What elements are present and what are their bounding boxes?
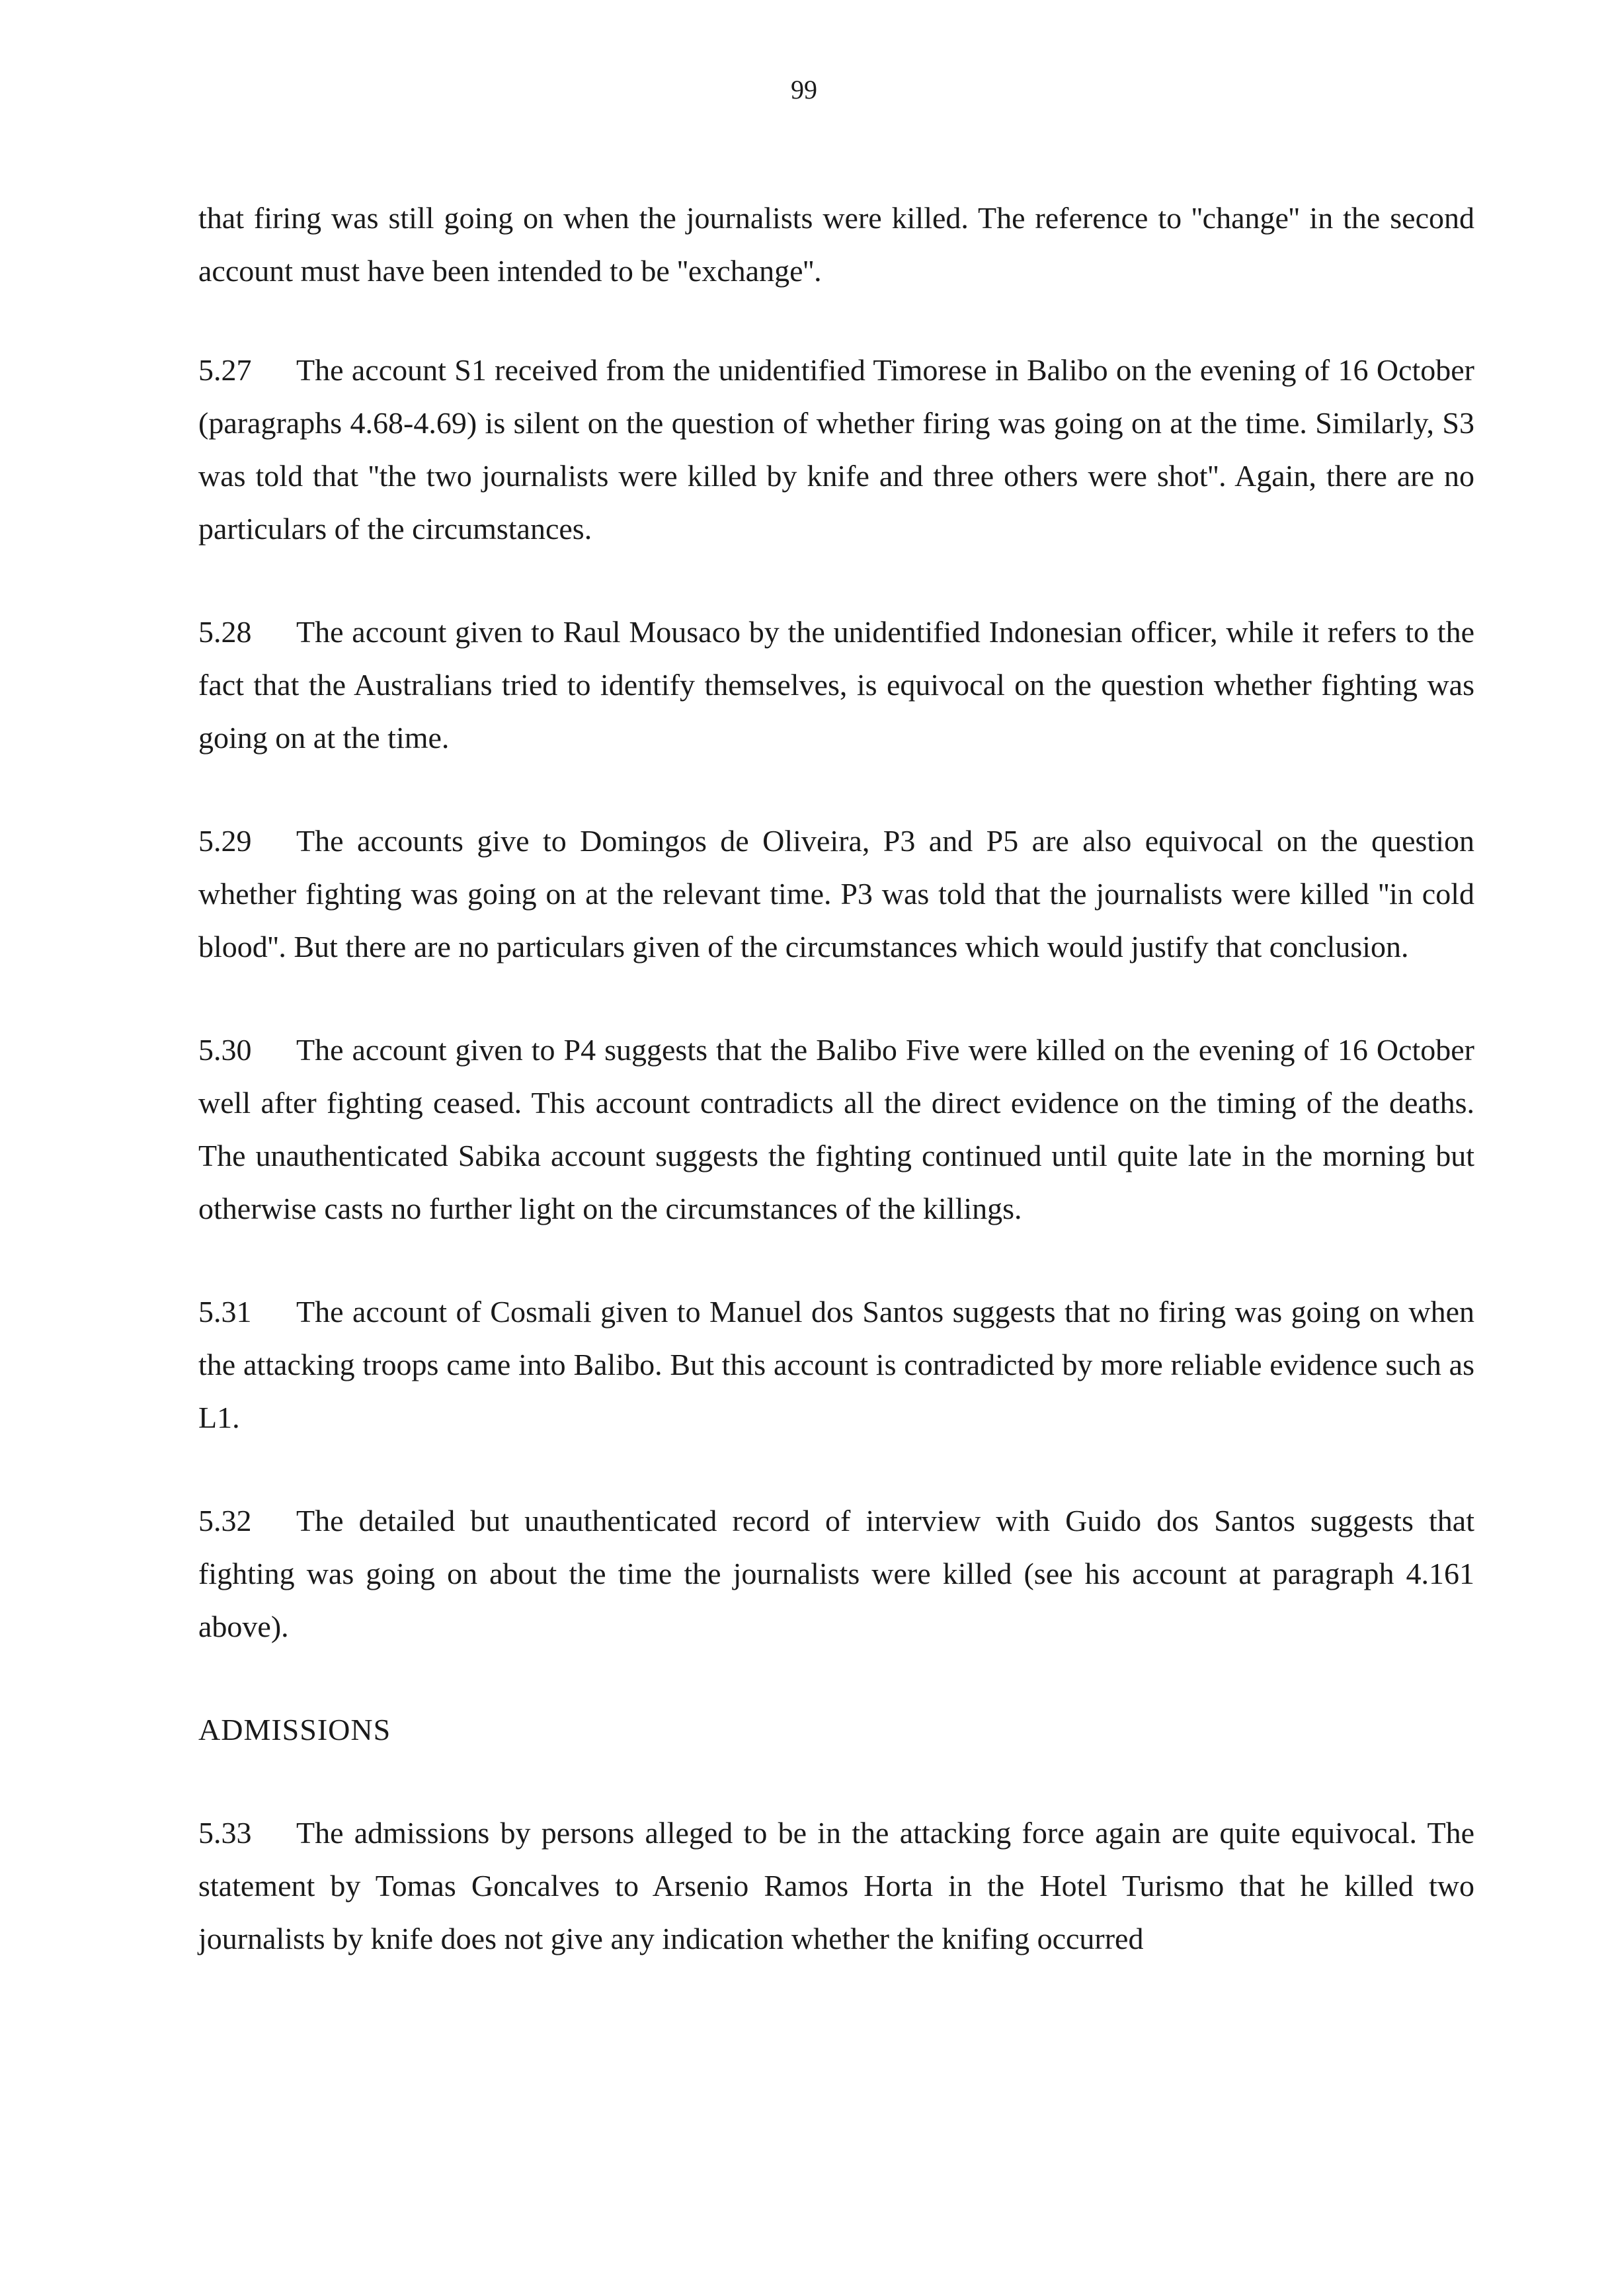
paragraph-number: 5.32 [198,1504,252,1538]
paragraph-number: 5.28 [198,615,252,649]
paragraph-number: 5.30 [198,1033,252,1067]
paragraph-5-28 [198,606,1474,764]
paragraph-number: 5.29 [198,824,252,858]
paragraph-text: that firing was still going on when the journalists were killed. The reference to ''change'' in the second account must have been intended to be ''exchange''. [198,201,1474,288]
paragraph-text: The admissions by persons alleged to be in the attacking force again are quite equivocal. The statement by Tomas Goncalves to Arsenio Ramos Horta in the Hotel Turismo that he killed two journalists by knife does not give any indication whether the knifing occurred [198,1816,1474,1955]
paragraph-text: The account of Cosmali given to Manuel dos Santos suggests that no firing was going on when the attacking troops came into Balibo. But this account is contradicted by more reliable evidence such as L1. [198,1295,1474,1434]
paragraph-5-32 [198,1495,1474,1653]
section-heading: ADMISSIONS [198,1713,391,1746]
paragraph-continuation [198,192,1474,298]
paragraph-text: The account S1 received from the unidentified Timorese in Balibo on the evening of 16 October (paragraphs 4.68-4.69) is silent on the question of whether firing was going on at the time. Similarly, S3 was told that ''the two journalists were killed by knife and three others were shot''. Again, there are no particulars of the circumstances. [198,353,1474,546]
paragraph-number: 5.27 [198,353,252,387]
paragraph-text: The account given to Raul Mousaco by the unidentified Indonesian officer, while it refers to the fact that the Australians tried to identify themselves, is equivocal on the question whether fighting was going on at the time. [198,615,1474,755]
document-body [198,192,1474,1965]
paragraph-text: The accounts give to Domingos de Oliveira, P3 and P5 are also equivocal on the question whether fighting was going on at the relevant time. P3 was told that the journalists were killed ''in cold blood''. But there are no particulars given of the circumstances which would justify that conclusion. [198,824,1474,964]
paragraph-text: The account given to P4 suggests that the Balibo Five were killed on the evening of 16 October well after fighting ceased. This account contradicts all the direct evidence on the timing of the deaths. The unauthenticated Sabika account suggests the fighting continued until quite late in the morning but otherwise casts no further light on the circumstances of the killings. [198,1033,1474,1225]
paragraph-5-31 [198,1286,1474,1444]
paragraph-5-27 [198,344,1474,555]
page-number: 99 [791,75,817,104]
paragraph-5-29 [198,815,1474,973]
paragraph-5-33 [198,1807,1474,1965]
paragraph-number: 5.33 [198,1816,252,1850]
paragraph-number: 5.31 [198,1295,252,1329]
paragraph-text: The detailed but unauthenticated record of interview with Guido dos Santos suggests that fighting was going on about the time the journalists were killed (see his account at paragraph 4.161 above). [198,1504,1474,1643]
paragraph-5-30 [198,1024,1474,1235]
